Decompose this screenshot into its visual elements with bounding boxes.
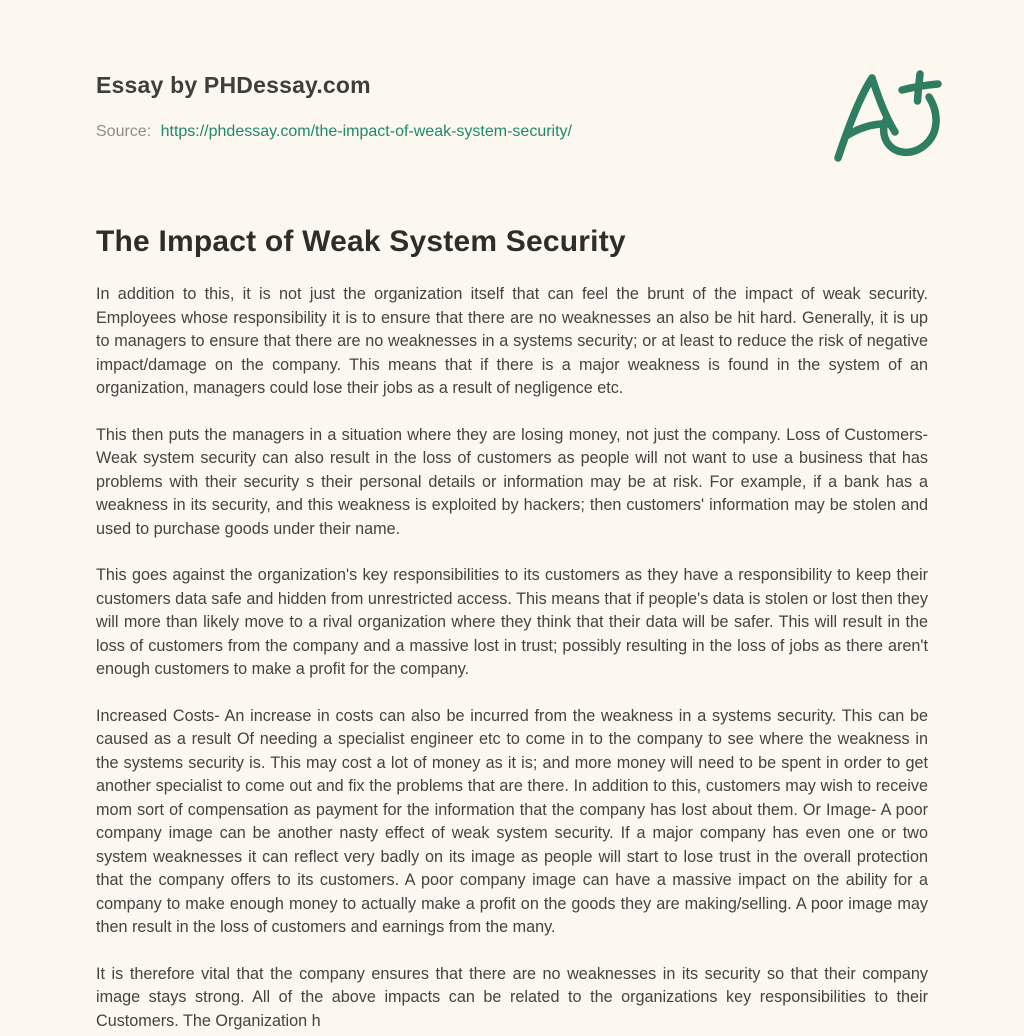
essay-page (96, 0, 928, 1033)
a-plus-logo-icon (832, 70, 952, 162)
page-header (96, 72, 928, 141)
essay-paragraph: This goes against the organization's key responsibilities to its customers as they have a responsibility to keep their customers data safe and hidden from unrestricted access. This means that if people's data is stolen or lost then they will more than likely move to a rival organization where they think that their data will be safer. This will result in the loss of customers from the company and a massive lost in trust; possibly resulting in the loss of jobs as there aren't enough customers to make a profit for the company. (96, 566, 928, 678)
source-label: Source: (96, 123, 152, 140)
essay-title: The Impact of Weak System Security (96, 225, 626, 258)
essay-paragraph: In addition to this, it is not just the organization itself that can feel the brunt of the impact of weak security. Employees whose responsibility it is to ensure that there are no weaknesses an also be hit hard. Generally, it is up to managers to ensure that there are no weaknesses in a systems security; or at least to reduce the risk of negative impact/damage on the company. This means that if there is a major weakness is found in the system of an organization, managers could lose their jobs as a result of negligence etc. (96, 285, 928, 397)
source-link[interactable]: https://phdessay.com/the-impact-of-weak-system-security/ (160, 123, 572, 140)
byline-title: Essay by PHDessay.com (96, 72, 371, 98)
essay-paragraph: This then puts the managers in a situation where they are losing money, not just the company. Loss of Customers- Weak system security can also result in the loss of customers as people will not want to use a business that has problems with their security s their personal details or information may be at risk. For example, if a bank has a weakness in its security, and this weakness is exploited by hackers; then customers' information may be stolen and used to purchase goods under their name. (96, 425, 928, 538)
essay-paragraph: It is therefore vital that the company ensures that there are no weaknesses in its security so that their company image stays strong. All of the above impacts can be related to the organizations key responsibilities to their Customers. The Organization h (96, 964, 928, 1030)
essay-paragraph: Increased Costs- An increase in costs can also be incurred from the weakness in a systems security. This can be caused as a result Of needing a specialist engineer etc to come in to the company to see where the weakness in the systems security is. This may cost a lot of money as it is; and more money will need to be spent in order to get another specialist to come out and fix the problems that are there. In addition to this, customers may wish to receive mom sort of compensation as payment for the information that the company has lost about them. Or Image- A poor company image can be another nasty effect of weak system security. If a major company has even one or two system weaknesses it can reflect very badly on its image as people will start to lose trust in the overall protection that the company offers to its customers. A poor company image can have a massive impact on the ability for a company to make enough money to actually make a profit on the goods they are making/selling. A poor image may then result in the loss of customers and earnings from the many. (96, 706, 928, 936)
source-row (96, 123, 928, 141)
